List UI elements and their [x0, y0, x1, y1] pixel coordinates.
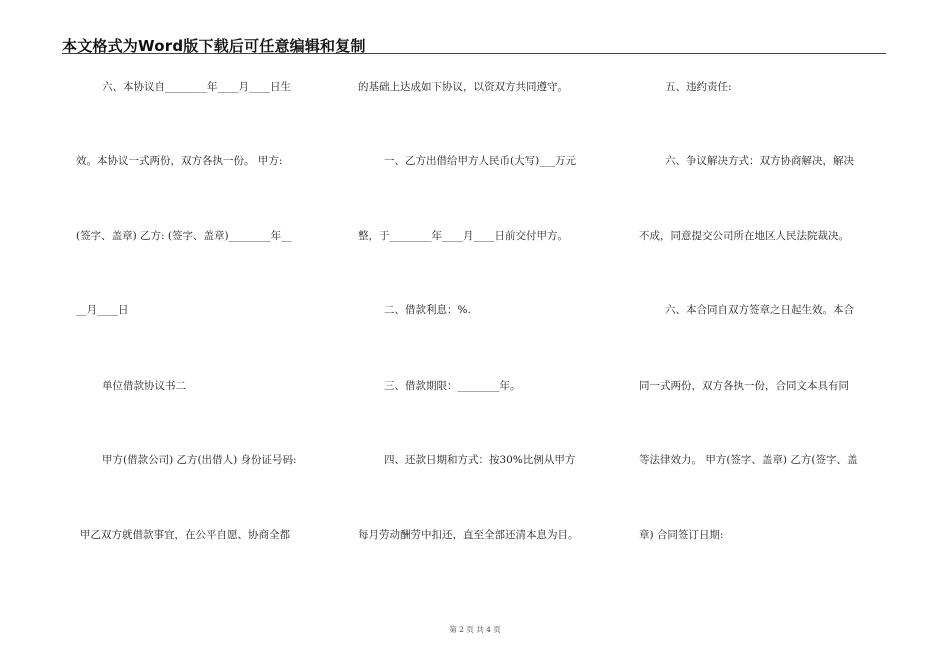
text-line: 二、借款利息：%.: [384, 304, 471, 316]
text-line: 不成，同意提交公司所在地区人民法院裁决。: [639, 230, 849, 242]
text-line: 六、争议解决方式：双方协商解决，解决: [665, 155, 854, 167]
text-line: 同一式两份，双方各执一份，合同文本具有同: [639, 380, 849, 392]
text-line: 每月劳动酬劳中扣还，直至全部还清本息为目。: [358, 529, 579, 541]
text-line: 甲乙双方就借款事宜，在公平自愿、协商全都: [80, 529, 290, 541]
text-line: (签字、盖章) 乙方: (签字、盖章)________年__: [76, 230, 292, 242]
text-line: 甲方(借款公司) 乙方(出借人) 身份证号码:: [102, 454, 297, 466]
text-line: 四、还款日期和方式：按30%比例从甲方: [384, 454, 576, 466]
text-line: 等法律效力。 甲方(签字、盖章) 乙方(签字、盖: [639, 454, 858, 466]
page-number: 第 2 页 共 4 页: [449, 625, 501, 634]
text-line: 五、违约责任:: [665, 81, 732, 93]
text-line: __月____日: [76, 304, 129, 316]
text-line: 整，于________年____月____日前交付甲方。: [358, 230, 568, 242]
text-line: 单位借款协议书二: [102, 380, 186, 392]
document-header-title: 本文格式为Word版下载后可任意编辑和复制: [62, 37, 366, 55]
text-line: 三、借款期限：________年。: [384, 380, 521, 392]
text-line: 六、本协议自________年____月____日生: [102, 81, 291, 93]
text-line: 一、乙方出借给甲方人民币(大写)___万元: [384, 155, 576, 167]
text-line: 六、本合同自双方签章之日起生效。本合: [665, 304, 854, 316]
text-line: 效。本协议一式两份，双方各执一份。 甲方:: [76, 155, 283, 167]
text-line: 的基础上达成如下协议，以资双方共同遵守。: [358, 81, 568, 93]
header-rule: [62, 53, 886, 54]
text-line: 章) 合同签订日期:: [639, 529, 724, 541]
